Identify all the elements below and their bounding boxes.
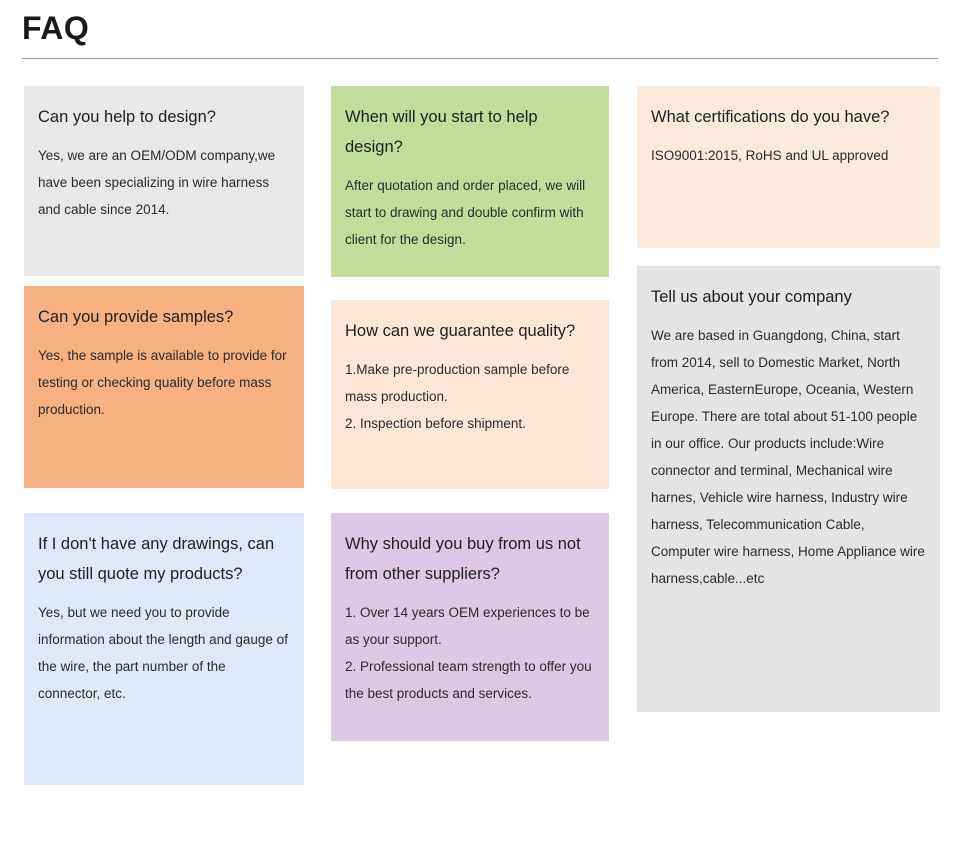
faq-card-why-buy-from-us — [331, 513, 609, 741]
faq-card-provide-samples — [24, 286, 304, 488]
faq-answer — [345, 172, 595, 253]
faq-question: What certifications do you have? — [651, 108, 890, 126]
faq-card-when-start-design — [331, 86, 609, 277]
faq-question: Why should you buy from us not from other suppliers? — [345, 535, 581, 583]
faq-question: Can you provide samples? — [38, 308, 234, 326]
faq-card-no-drawings-quote — [24, 513, 304, 785]
faq-answer-line: 1. Over 14 years OEM experiences to be as your support. — [345, 605, 590, 647]
faq-answer — [345, 356, 595, 437]
faq-answer — [651, 322, 926, 592]
faq-answer — [651, 142, 926, 169]
faq-answer-line: After quotation and order placed, we will start to drawing and double confirm with client for the design. — [345, 178, 586, 247]
faq-card-about-your-company — [637, 266, 940, 712]
faq-answer — [38, 142, 290, 223]
faq-question: Tell us about your company — [651, 288, 852, 306]
page-title: FAQ — [22, 10, 90, 46]
faq-answer-line: 2. Professional team strength to offer you the best products and services. — [345, 659, 592, 701]
faq-answer — [38, 342, 290, 423]
faq-answer-line: 1.Make pre-production sample before mass production. — [345, 362, 570, 404]
faq-answer-line: Yes, we are an OEM/ODM company,we have been specializing in wire harness and cable since 2014. — [38, 148, 276, 217]
faq-question: Can you help to design? — [38, 108, 216, 126]
faq-answer — [38, 599, 290, 707]
title-divider — [22, 58, 938, 59]
faq-answer-line: Yes, but we need you to provide information about the length and gauge of the wire, the part number of the connector, etc. — [38, 605, 288, 701]
faq-card-guarantee-quality — [331, 300, 609, 489]
faq-answer-line: We are based in Guangdong, China, start from 2014, sell to Domestic Market, North America, EasternEurope, Oceania, Western Europe. There are total about 51-100 people in our office. Our products include:Wire connector and terminal, Mechanical wire harnes, Vehicle wire harness, Industry wire harness, Telecommunication Cable, Computer wire harness, Home Appliance wire harness,cable...etc — [651, 328, 925, 586]
faq-question: If I don't have any drawings, can you still quote my products? — [38, 535, 275, 583]
faq-question: How can we guarantee quality? — [345, 322, 576, 340]
faq-answer-line: ISO9001:2015, RoHS and UL approved — [651, 148, 889, 163]
faq-answer-line: Yes, the sample is available to provide for testing or checking quality before mass production. — [38, 348, 287, 417]
faq-answer — [345, 599, 595, 707]
faq-card-certifications — [637, 86, 940, 248]
faq-question: When will you start to help design? — [345, 108, 538, 156]
faq-answer-line: 2. Inspection before shipment. — [345, 416, 526, 431]
faq-card-help-to-design — [24, 86, 304, 276]
